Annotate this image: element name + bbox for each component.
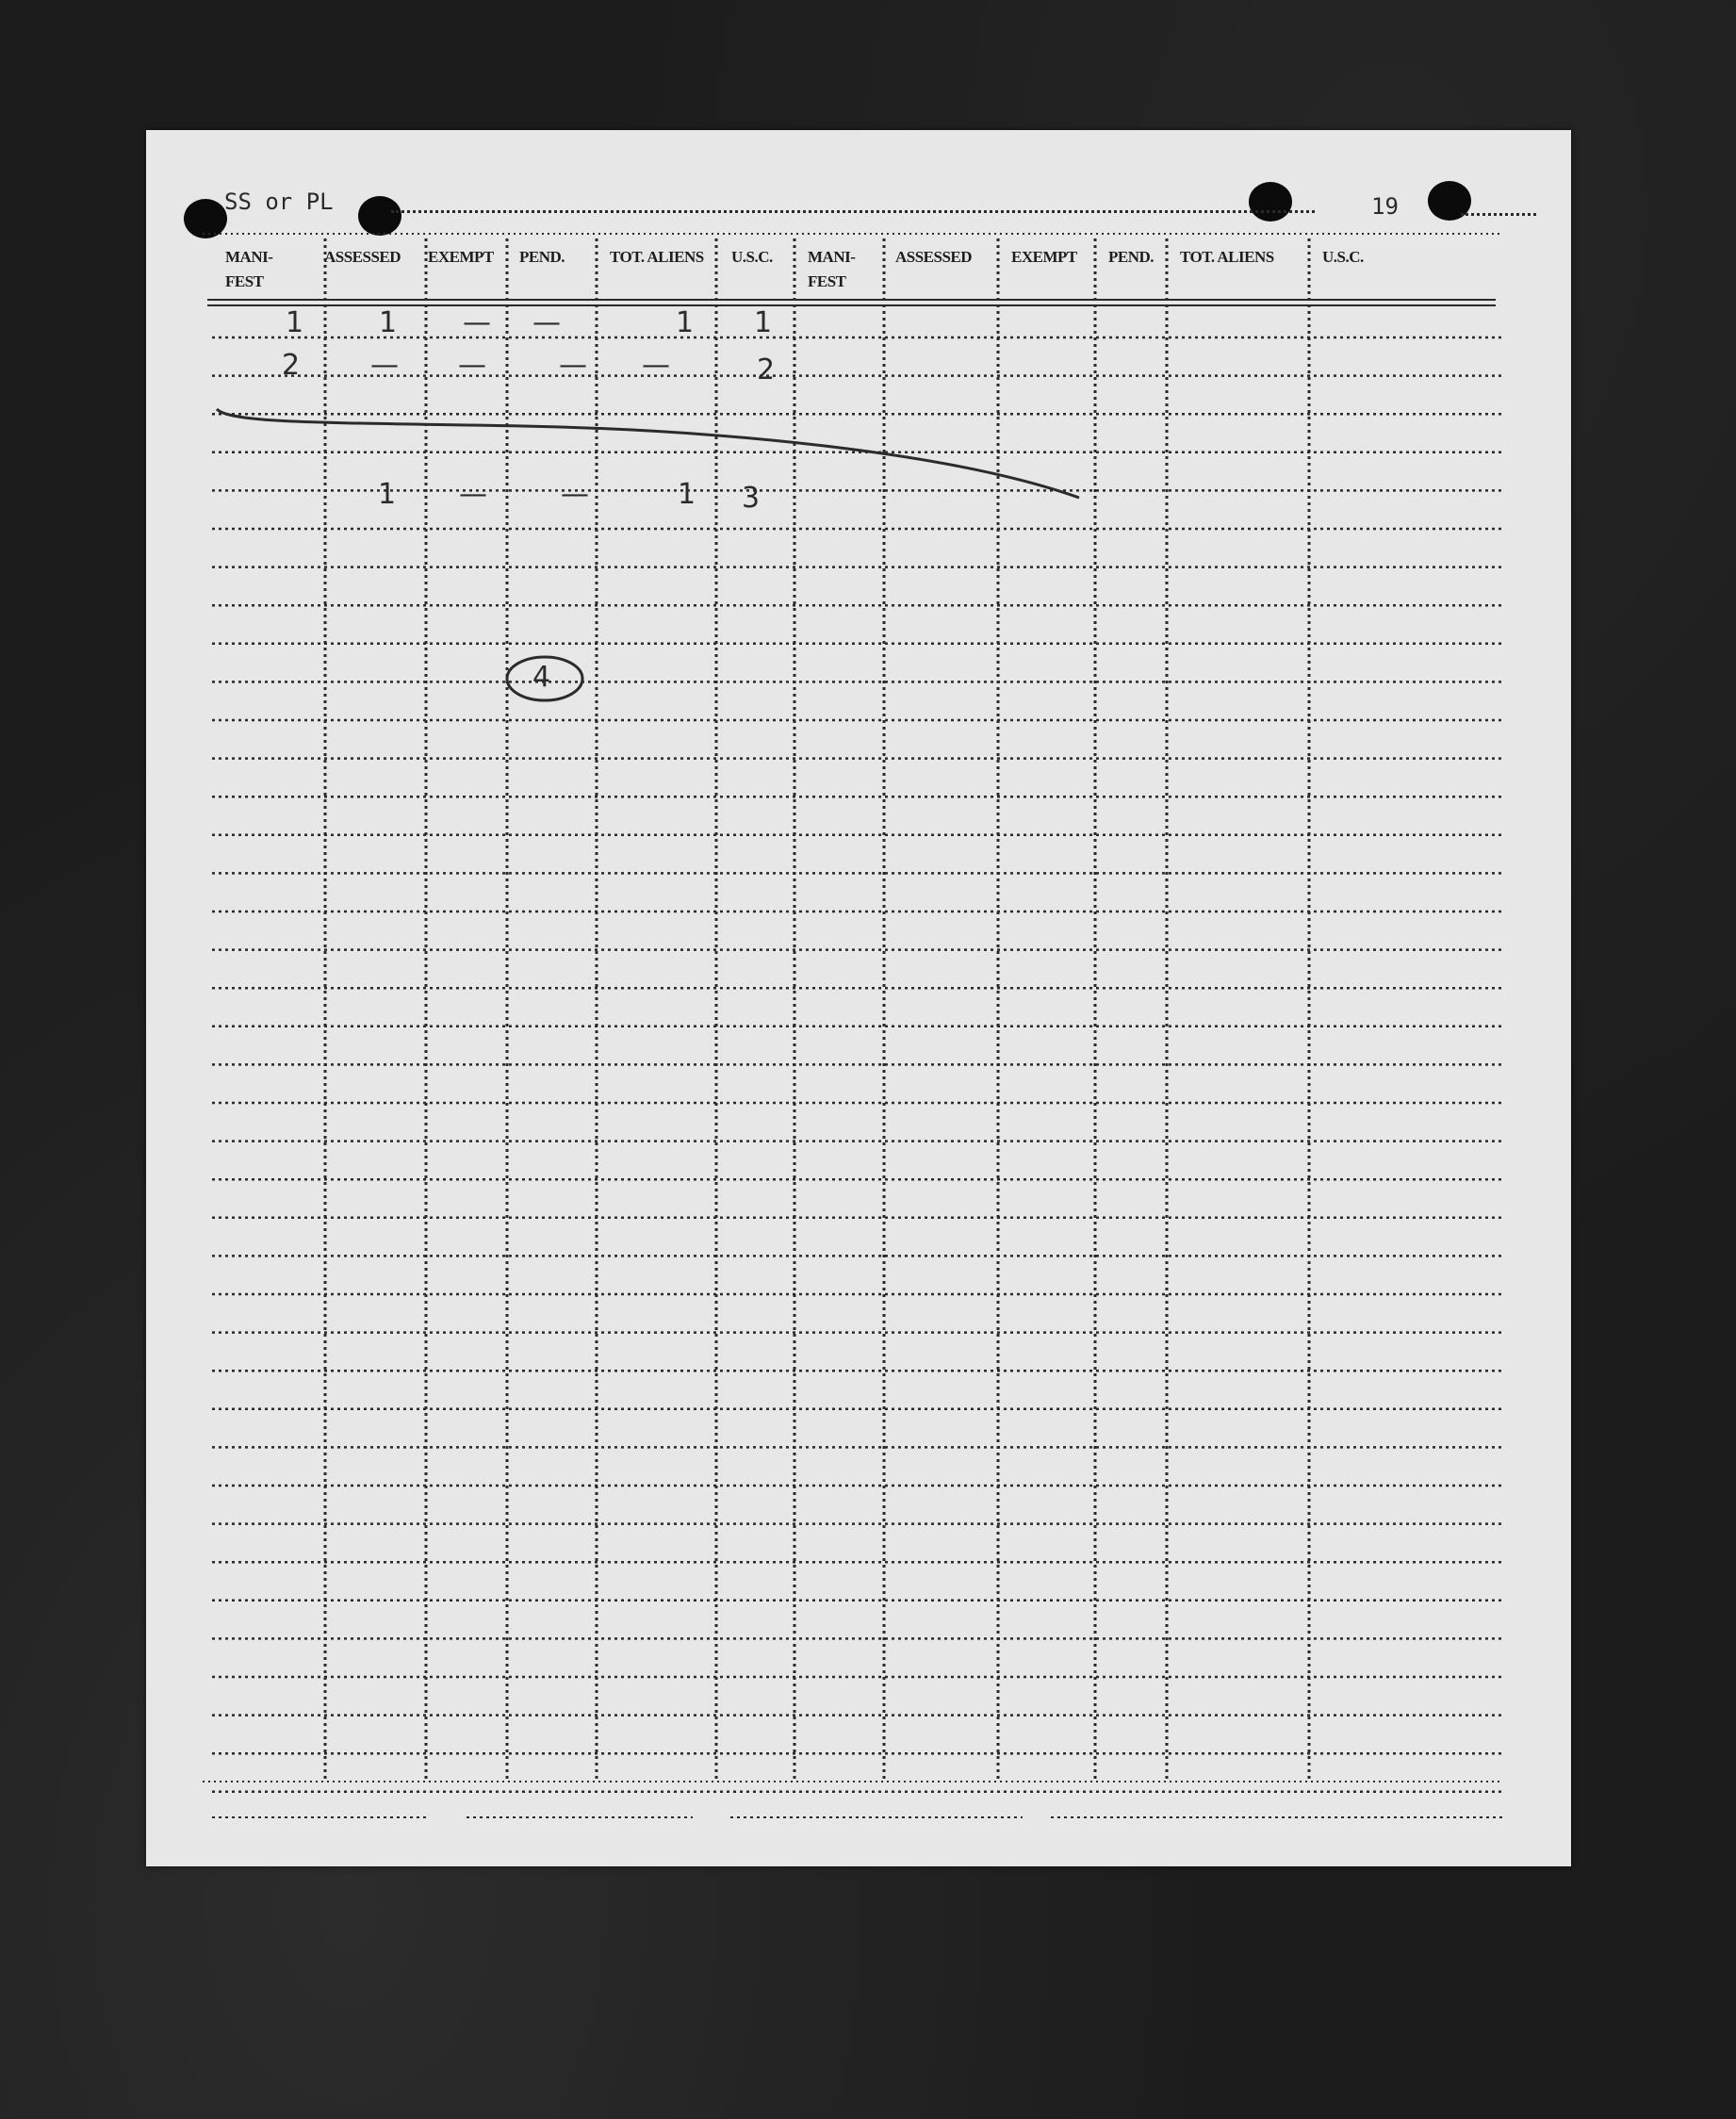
col-head-left-pend: PEND. [519, 248, 565, 266]
total-usc: 3 [742, 482, 761, 515]
col-head-right-tot-aliens: TOT. ALIENS [1180, 248, 1274, 266]
col-head-left-manifest: MANI- FEST [225, 248, 273, 290]
row1-assessed: 1 [379, 306, 398, 339]
col-head-left-exempt: EXEMPT [428, 248, 494, 266]
row2-exempt: — [458, 349, 486, 382]
col-head-right-manifest: MANI- FEST [808, 248, 856, 290]
row1-usc: 1 [754, 306, 773, 339]
total-assessed: 1 [378, 478, 397, 511]
bracket-stroke [217, 409, 1079, 498]
row1-exempt: — [463, 306, 491, 339]
row2-manifest: 2 [282, 349, 301, 382]
col-head-left-usc: U.S.C. [731, 248, 773, 266]
form-sheet [146, 130, 1571, 1866]
col-head-right-usc: U.S.C. [1322, 248, 1364, 266]
col-head-right-pend: PEND. [1108, 248, 1155, 266]
total-tot-aliens: 1 [678, 478, 696, 511]
row2-tot-aliens: — [642, 349, 670, 382]
col-head-right-assessed: ASSESSED [895, 248, 973, 266]
col-head-left-tot-aliens: TOT. ALIENS [610, 248, 704, 266]
year-prefix: 19 [1371, 193, 1399, 220]
handwritten-marks [146, 130, 1571, 1866]
row1-manifest: 1 [286, 306, 304, 339]
row2-assessed: — [370, 349, 399, 382]
total-pend: — [561, 478, 589, 511]
row1-pend: — [532, 306, 561, 339]
circled-number: 4 [532, 661, 551, 694]
row2-usc: 2 [757, 353, 776, 386]
total-exempt: — [459, 478, 487, 511]
row1-tot-aliens: 1 [676, 306, 695, 339]
vessel-label: SS or PL [224, 189, 334, 215]
col-head-right-exempt: EXEMPT [1011, 248, 1077, 266]
row2-pend: — [559, 349, 587, 382]
col-head-left-assessed: ASSESSED [324, 248, 401, 266]
